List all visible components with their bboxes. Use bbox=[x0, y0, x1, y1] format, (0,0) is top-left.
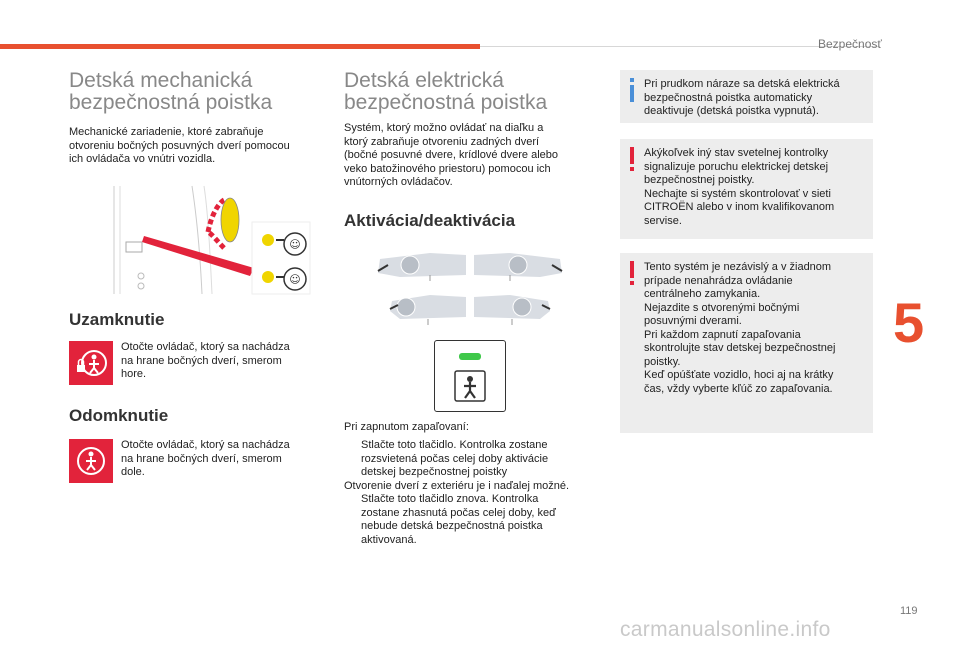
warning2-line: prípade nenahrádza ovládanie bbox=[644, 274, 793, 287]
unlock-text-2: na hrane bočných dverí, smerom bbox=[121, 452, 282, 465]
mechanical-intro-3: ich ovládača vo vnútri vozidla. bbox=[69, 153, 216, 165]
warning2-line: Nejazdite s otvorenými bočnými bbox=[644, 301, 800, 314]
child-lock-button[interactable] bbox=[434, 340, 506, 412]
unlock-text-3: dole. bbox=[121, 466, 145, 478]
child-lock-on-icon bbox=[69, 341, 113, 385]
step2-line4: aktivovaná. bbox=[361, 533, 417, 546]
child-lock-icon bbox=[454, 368, 486, 402]
warning2-line: posuvnými dverami. bbox=[644, 315, 742, 327]
ignition-note: Pri zapnutom zapaľovaní: bbox=[344, 421, 469, 433]
electric-intro-1: Systém, ktorý možno ovládať na diaľku a bbox=[344, 122, 544, 134]
mechanical-intro-2: otvoreniu bočných posuvných dverí pomocou bbox=[69, 139, 290, 152]
warning-icon bbox=[628, 261, 636, 285]
warning-panel-1 bbox=[620, 139, 873, 239]
step2-line3: nebude detská bezpečnostná poistka bbox=[361, 520, 543, 532]
electric-title-line1: Detská elektrická bbox=[344, 69, 504, 92]
status-led bbox=[459, 353, 481, 360]
unlock-heading: Odomknutie bbox=[69, 406, 169, 425]
warning1-line: bezpečnostnej poistky. bbox=[644, 174, 755, 186]
child-lock-off-icon bbox=[69, 439, 113, 483]
section-title: Bezpečnosť bbox=[818, 37, 882, 51]
warning2-line: poistky. bbox=[644, 355, 681, 368]
warning1-line: CITROËN alebo v inom kvalifikovanom bbox=[644, 201, 835, 213]
warning1-line: servise. bbox=[644, 214, 682, 227]
warning2-line: Pri každom zapnutí zapaľovania bbox=[644, 328, 801, 341]
activation-heading: Aktivácia/deaktivácia bbox=[344, 211, 516, 230]
mechanical-title-line1: Detská mechanická bbox=[69, 69, 253, 92]
warning1-line: signalizuje poruchu elektrickej detskej bbox=[644, 160, 829, 173]
lock-text-3: hore. bbox=[121, 368, 147, 380]
electric-intro-2: ktorý zabraňuje otvoreniu zadných dverí bbox=[344, 135, 540, 148]
electric-intro-3: (bočné posuvné dvere, krídlové dvere alebo bbox=[344, 149, 559, 161]
info-line: bezpečnostná poistka automaticky bbox=[644, 91, 813, 104]
lock-text-2: na hrane bočných dverí, smerom bbox=[121, 354, 282, 367]
chapter-number: 5 bbox=[893, 291, 925, 354]
step2-line1: Stlačte toto tlačidlo znova. Kontrolka bbox=[361, 493, 539, 505]
info-icon bbox=[628, 78, 636, 102]
info-line: deaktivuje (detská poistka vypnutá). bbox=[644, 105, 819, 117]
info-line: Pri prudkom náraze sa detská elektrická bbox=[644, 78, 840, 90]
mechanical-intro-1: Mechanické zariadenie, ktoré zabraňuje bbox=[69, 126, 264, 138]
electric-intro-4: veko batožinového priestoru) pomocou ich bbox=[344, 162, 551, 175]
dashboard-location-illustration bbox=[370, 245, 570, 335]
page-number: 119 bbox=[900, 605, 918, 617]
warning2-line: centrálneho zamykania. bbox=[644, 288, 761, 300]
door-child-lock-illustration bbox=[108, 182, 318, 297]
exterior-note: Otvorenie dverí z exteriéru je i naďalej možné. bbox=[344, 480, 570, 492]
warning2-line: Tento systém je nezávislý a v žiadnom bbox=[644, 261, 832, 273]
svg-text:☺: ☺ bbox=[289, 273, 301, 286]
step1-line3: detskej bezpečnostnej poistky bbox=[361, 466, 508, 478]
electric-intro-5: vnútorných ovládačov. bbox=[344, 176, 453, 188]
step1-line2: rozsvietená počas celej doby aktivácie bbox=[361, 452, 549, 465]
warning-panel-2 bbox=[620, 253, 873, 433]
unlock-text-1: Otočte ovládač, ktorý sa nachádza bbox=[121, 439, 290, 451]
warning2-line: skontrolujte stav detskej bezpečnostnej bbox=[644, 342, 836, 354]
warning-icon bbox=[628, 147, 636, 171]
info-panel bbox=[620, 70, 873, 123]
warning1-line: Nechajte si systém skontrolovať v sieti bbox=[644, 187, 831, 200]
warning2-line: čas, vždy vyberte kľúč zo zapaľovania. bbox=[644, 382, 833, 395]
header-accent-bar bbox=[0, 44, 480, 49]
step1-line1: Stlačte toto tlačidlo. Kontrolka zostane bbox=[361, 439, 548, 451]
warning1-line: Akýkoľvek iný stav svetelnej kontrolky bbox=[644, 147, 829, 159]
warning2-line: Keď opúšťate vozidlo, hoci aj na krátky bbox=[644, 369, 834, 381]
mechanical-title-line2: bezpečnostná poistka bbox=[69, 91, 273, 114]
svg-text:☺: ☺ bbox=[289, 238, 301, 251]
lock-text-1: Otočte ovládač, ktorý sa nachádza bbox=[121, 341, 290, 353]
watermark: carmanualsonline.info bbox=[620, 618, 831, 641]
step2-line2: zostane zhasnutá počas celej doby, keď bbox=[361, 506, 556, 519]
electric-title-line2: bezpečnostná poistka bbox=[344, 91, 548, 114]
lock-heading: Uzamknutie bbox=[69, 310, 165, 329]
